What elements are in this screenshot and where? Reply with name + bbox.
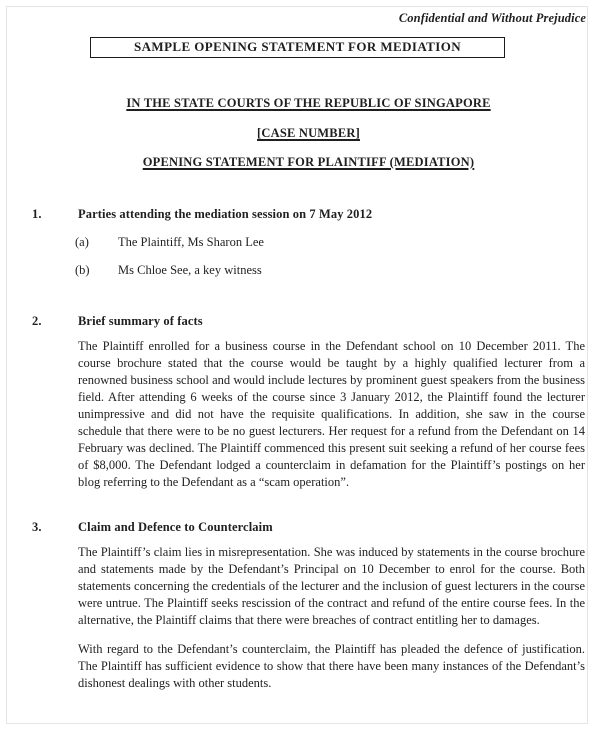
section-parties — [32, 206, 585, 279]
case-number-heading: [CASE NUMBER] — [257, 126, 360, 140]
section-heading — [32, 519, 585, 536]
paragraph: The Plaintiff enrolled for a business course in the Defendant school on 10 December 2011. The course brochure stated that the course would be taught by a highly qualified lecturer from a renowned business school and would include lectures by prominent guest speakers from the business field. After attending 6 weeks of the course since 3 January 2012, the Plaintiff found the lecturer unimpressive and did not have the requisite qualifications. In addition, she saw in the course schedule that there were to be no guest lecturers. Her request for a refund from the Defendant on 14 February was declined. The Plaintiff commenced this present suit seeking a refund of her course fees of $8,000. The Defendant lodged a counterclaim in defamation for the Plaintiff’s postings on her blog referring to the Defendant as a “scam operation”. — [78, 339, 585, 489]
list-item-label: (a) — [75, 235, 89, 249]
list-item — [32, 234, 585, 251]
section-heading — [32, 313, 585, 330]
confidentiality-notice: Confidential and Without Prejudice — [398, 11, 586, 25]
section-number: 3. — [32, 520, 42, 534]
section-summary-of-facts — [32, 313, 585, 491]
section-number: 2. — [32, 314, 42, 328]
document-title-box — [90, 37, 505, 58]
section-heading — [32, 206, 585, 223]
section-title: Brief summary of facts — [78, 314, 203, 328]
statement-title-heading: OPENING STATEMENT FOR PLAINTIFF (MEDIATION) — [142, 155, 475, 169]
section-claim-and-defence — [32, 519, 585, 692]
court-heading: IN THE STATE COURTS OF THE REPUBLIC OF SINGAPORE — [126, 96, 491, 110]
list-item-text: Ms Chloe See, a key witness — [118, 263, 262, 277]
paragraph: The Plaintiff’s claim lies in misrepresentation. She was induced by statements in the course brochure and statements made by the Defendant’s Principal on 10 December to enrol for the course. Both statements concerning the credentials of the lecturer and the inclusion of guest lecturers in the course were untrue. The Plaintiff seeks rescission of the contract and refund of the entire course fees. In the alternative, the Plaintiff claims that there were breaches of contract entitling her to damages. — [78, 545, 585, 627]
paragraph: With regard to the Defendant’s counterclaim, the Plaintiff has pleaded the defence of justification. The Plaintiff has sufficient evidence to show that there have been many instances of the Defendant’s dishonest dealings with other students. — [78, 642, 585, 690]
list-item-text: The Plaintiff, Ms Sharon Lee — [118, 235, 264, 249]
section-number: 1. — [32, 207, 42, 221]
section-title: Parties attending the mediation session on 7 May 2012 — [78, 207, 373, 221]
section-title: Claim and Defence to Counterclaim — [78, 520, 273, 534]
document-title: SAMPLE OPENING STATEMENT FOR MEDIATION — [134, 39, 461, 54]
list-item-label: (b) — [75, 263, 90, 277]
list-item — [32, 262, 585, 279]
